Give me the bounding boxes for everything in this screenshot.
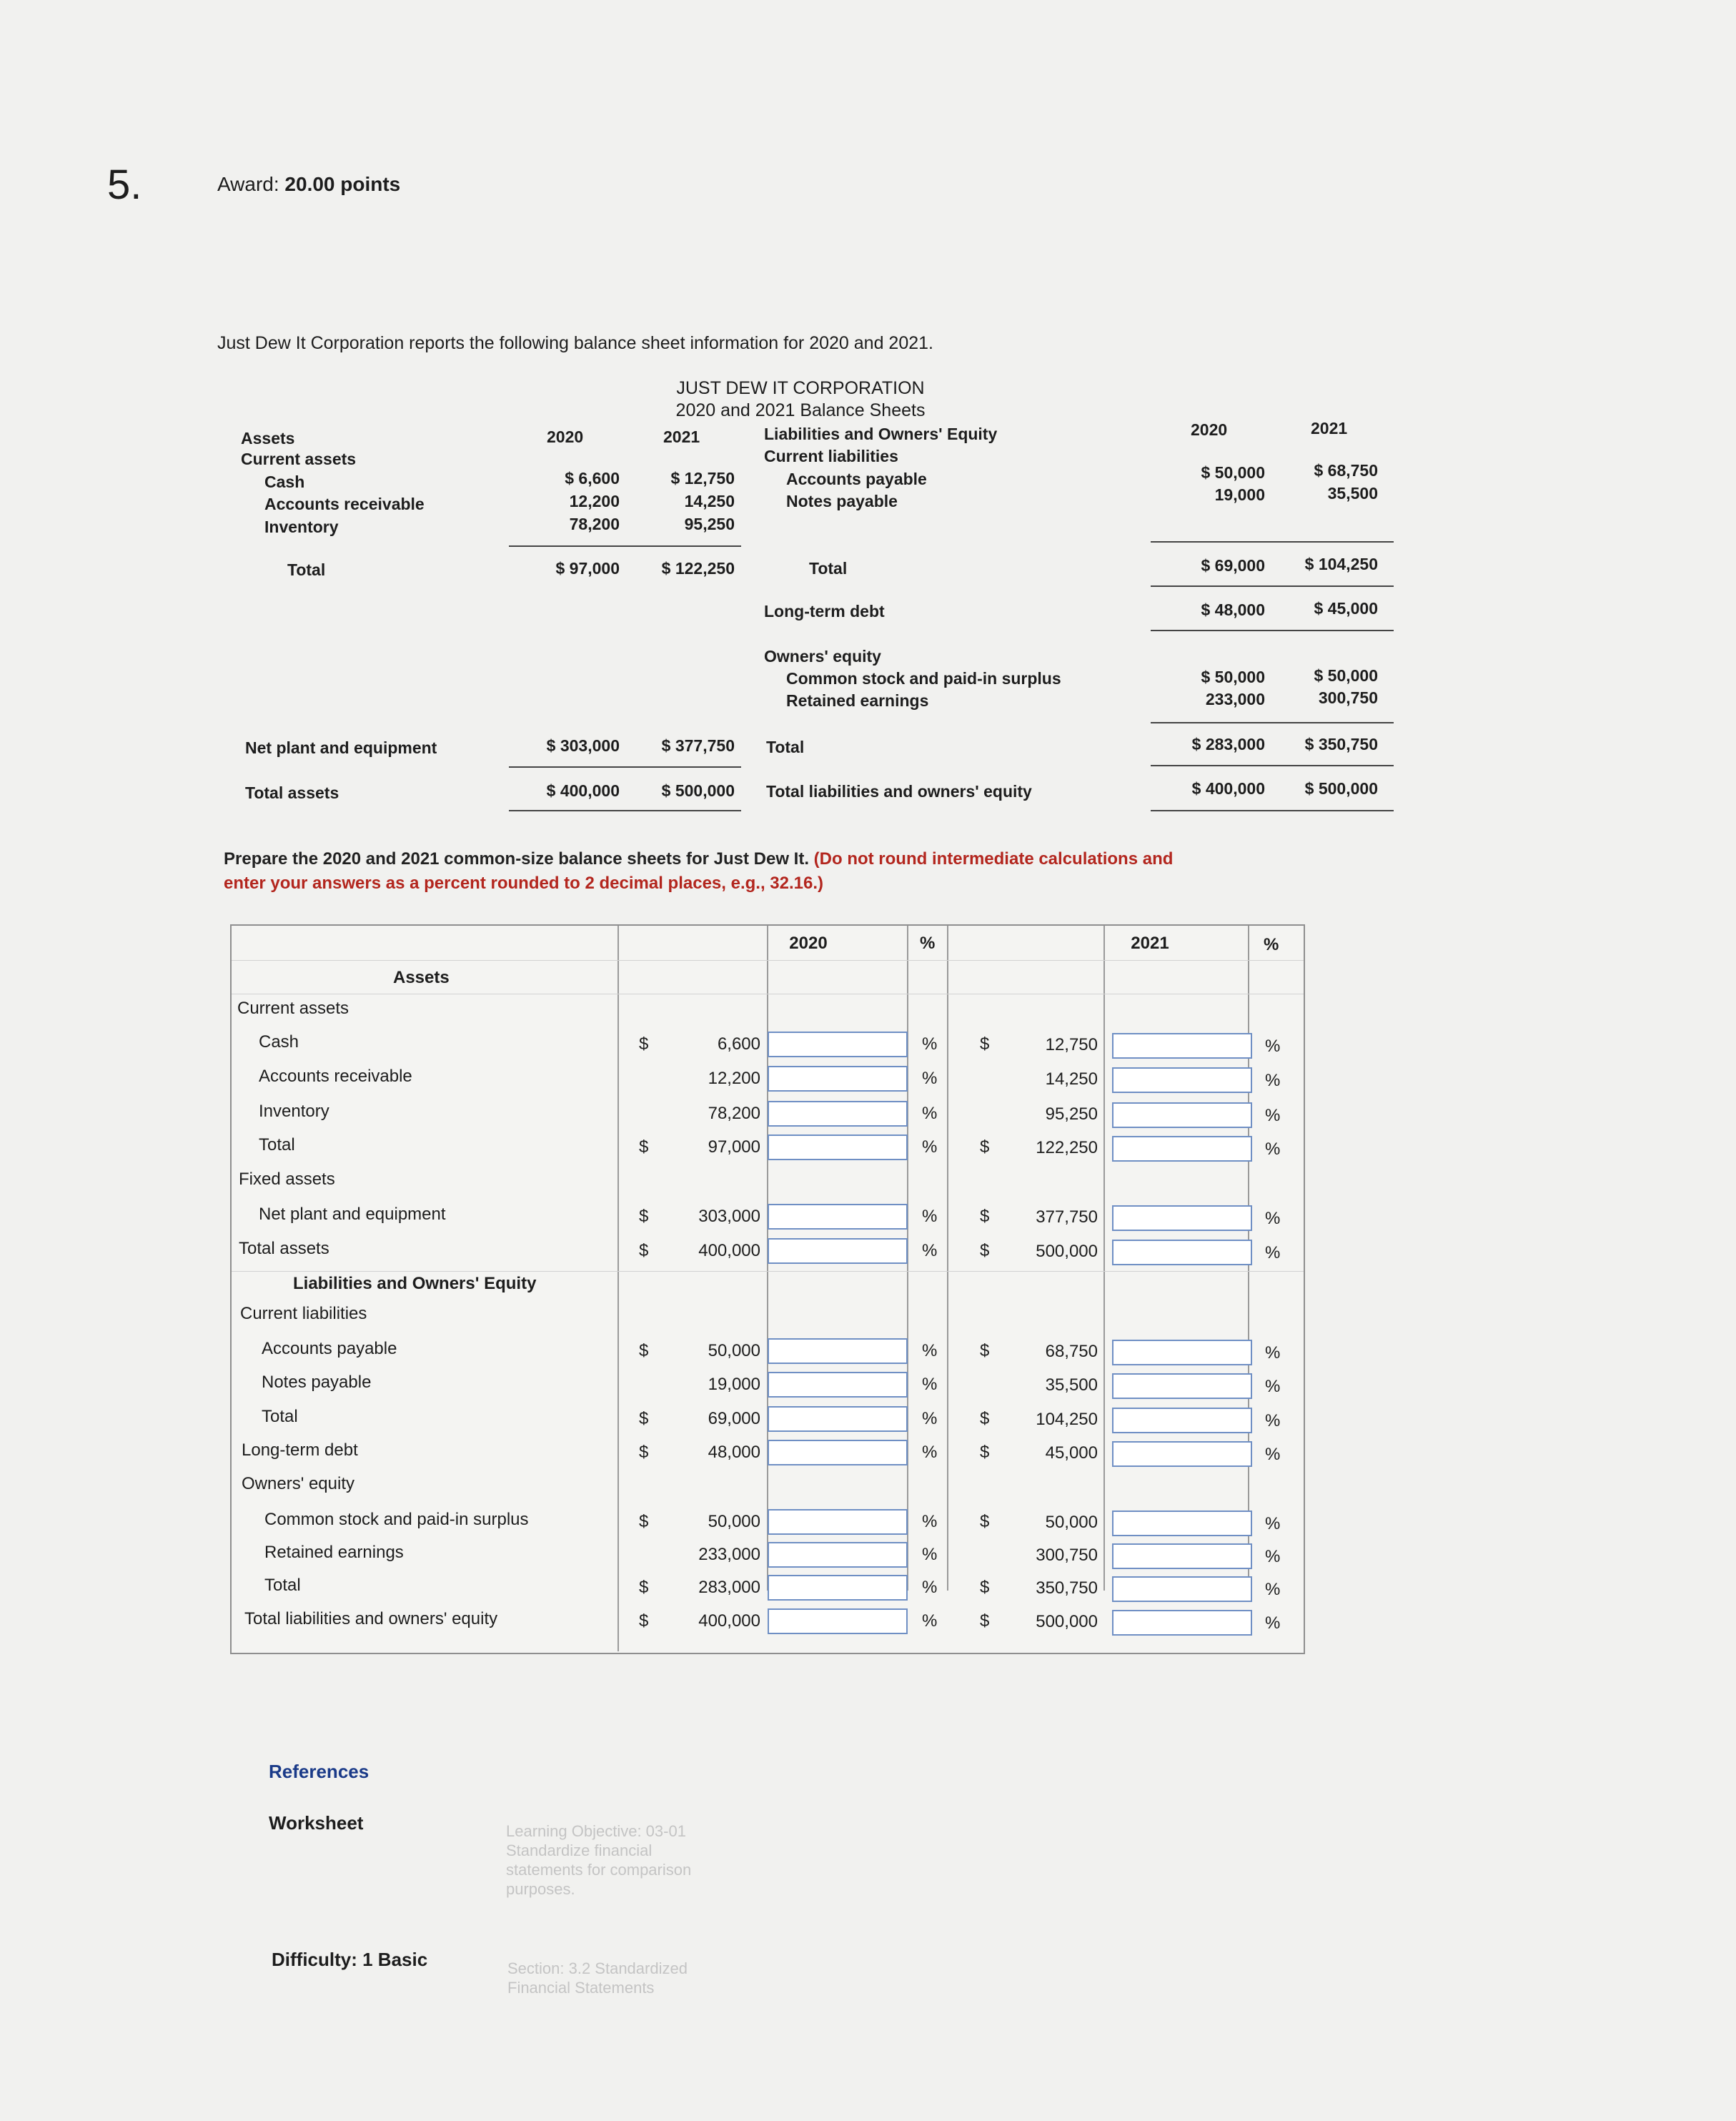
bs-inventory-2021: 95,250 — [684, 515, 735, 533]
grid-label-net-plant: Net plant and equipment — [259, 1205, 446, 1224]
grid-label-fixed-assets: Fixed assets — [239, 1170, 335, 1189]
bs-current-assets: Current assets — [241, 450, 357, 468]
grid-value-2021-total-current-liabilities: 104,250 — [1036, 1410, 1098, 1429]
bs-total-cl-2021: $ 104,250 — [1304, 555, 1378, 573]
bs-total-oe-2020: $ 283,000 — [1191, 735, 1265, 753]
bs-ltd-2021: $ 45,000 — [1314, 599, 1378, 618]
grid-dollar-2020-cash: $ — [639, 1034, 649, 1054]
grid-dollar-2020-total-current-liabilities: $ — [639, 1409, 649, 1428]
grid-pct-2020-long-term-debt: % — [922, 1443, 938, 1462]
grid-value-2021-total-owners-equity: 350,750 — [1036, 1578, 1098, 1598]
grid-header-2020: 2020 — [789, 934, 828, 953]
learning-objective: Learning Objective: 03-01 Standardize financial statements for comparison purposes. — [506, 1822, 692, 1898]
grid-label-accounts-payable: Accounts payable — [262, 1339, 397, 1358]
grid-value-2020-long-term-debt: 48,000 — [708, 1443, 760, 1462]
bs-cash-2020: $ 6,600 — [565, 469, 620, 488]
grid-label-current-liabilities: Current liabilities — [240, 1304, 367, 1323]
grid-pct-2021-total-owners-equity: % — [1265, 1580, 1281, 1599]
bs-total-le-label: Total liabilities and owners' equity — [766, 782, 1032, 801]
grid-pct-2020-retained-earnings: % — [922, 1545, 938, 1564]
intro-text: Just Dew It Corporation reports the following balance sheet information for 2020 and 2021. — [217, 333, 933, 353]
grid-value-2020-total-current-assets: 97,000 — [708, 1137, 760, 1157]
answer-input-2021-total-owners-equity[interactable] — [1112, 1576, 1252, 1602]
bs-ar-2021: 14,250 — [684, 492, 735, 510]
grid-column-line — [617, 926, 619, 1651]
grid-pct-2020-total-liabilities-equity: % — [922, 1611, 938, 1631]
bs-year-2021-right: 2021 — [1311, 419, 1348, 437]
grid-value-2020-inventory: 78,200 — [708, 1104, 760, 1123]
bs-cs-2021: $ 50,000 — [1314, 666, 1378, 685]
grid-row-line — [232, 960, 1304, 961]
grid-value-2021-retained-earnings: 300,750 — [1036, 1546, 1098, 1565]
grid-value-2020-cash: 6,600 — [717, 1034, 760, 1054]
bs-np-2020: 19,000 — [1214, 485, 1265, 504]
bs-total-oe-2021: $ 350,750 — [1304, 735, 1378, 753]
question-number: 5. — [107, 162, 142, 208]
grid-value-2021-net-plant: 377,750 — [1036, 1207, 1098, 1227]
grid-pct-2020-total-owners-equity: % — [922, 1578, 938, 1597]
grid-value-2020-notes-payable: 19,000 — [708, 1375, 760, 1394]
bs-re-2021: 300,750 — [1318, 688, 1378, 707]
grid-dollar-2020-total-assets: $ — [639, 1241, 649, 1260]
grid-dollar-2021-total-assets: $ — [980, 1241, 990, 1260]
grid-liab-header: Liabilities and Owners' Equity — [293, 1274, 537, 1293]
grid-value-2020-accounts-payable: 50,000 — [708, 1341, 760, 1360]
grid-pct-2021-cash: % — [1265, 1037, 1281, 1056]
grid-pct-2020-accounts-receivable: % — [922, 1069, 938, 1088]
grid-pct-2021-notes-payable: % — [1265, 1377, 1281, 1396]
grid-pct-2020-total-current-liabilities: % — [922, 1409, 938, 1428]
bs-np-label: Notes payable — [786, 492, 898, 510]
bs-cs-label: Common stock and paid-in surplus — [786, 669, 1061, 688]
grid-pct-2021-long-term-debt: % — [1265, 1445, 1281, 1464]
bs-total-assets-2020: $ 400,000 — [546, 781, 620, 800]
grid-row-line — [232, 1271, 1304, 1272]
bs-total-le-2021: $ 500,000 — [1304, 779, 1378, 798]
bs-total-cl-2020: $ 69,000 — [1201, 556, 1265, 575]
bs-ltd-label: Long-term debt — [764, 602, 885, 621]
bs-total-assets-2021: $ 500,000 — [661, 781, 735, 800]
bs-np-2021: 35,500 — [1327, 484, 1378, 503]
answer-input-2020-notes-payable[interactable] — [768, 1372, 908, 1398]
answer-input-2020-net-plant[interactable] — [768, 1204, 908, 1230]
answer-input-2020-common-stock[interactable] — [768, 1509, 908, 1535]
answer-input-2020-total-owners-equity[interactable] — [768, 1575, 908, 1601]
grid-pct-2020-cash: % — [922, 1034, 938, 1054]
bs-ltd-2020: $ 48,000 — [1201, 600, 1265, 619]
bs-rule — [1151, 765, 1394, 766]
bs-current-liabilities: Current liabilities — [764, 447, 898, 465]
grid-dollar-2020-total-liabilities-equity: $ — [639, 1611, 649, 1631]
grid-dollar-2021-net-plant: $ — [980, 1207, 990, 1226]
bs-liab-header: Liabilities and Owners' Equity — [764, 425, 998, 443]
grid-dollar-2020-accounts-payable: $ — [639, 1341, 649, 1360]
grid-value-2020-total-liabilities-equity: 400,000 — [698, 1611, 760, 1631]
grid-dollar-2021-total-owners-equity: $ — [980, 1578, 990, 1597]
grid-pct-2021-inventory: % — [1265, 1106, 1281, 1125]
grid-label-current-assets: Current assets — [237, 999, 349, 1018]
grid-value-2021-accounts-receivable: 14,250 — [1045, 1069, 1098, 1089]
grid-pct-2020-total-assets: % — [922, 1241, 938, 1260]
grid-pct-2021-accounts-receivable: % — [1265, 1071, 1281, 1090]
grid-label-inventory: Inventory — [259, 1102, 329, 1121]
grid-pct-2020-accounts-payable: % — [922, 1341, 938, 1360]
grid-pct-2021-total-liabilities-equity: % — [1265, 1613, 1281, 1633]
grid-value-2020-total-assets: 400,000 — [698, 1241, 760, 1260]
answer-input-2021-accounts-payable[interactable] — [1112, 1340, 1252, 1365]
grid-value-2020-common-stock: 50,000 — [708, 1512, 760, 1531]
grid-value-2020-retained-earnings: 233,000 — [698, 1545, 760, 1564]
grid-value-2020-net-plant: 303,000 — [698, 1207, 760, 1226]
answer-input-2020-inventory[interactable] — [768, 1101, 908, 1127]
grid-value-2021-total-liabilities-equity: 500,000 — [1036, 1612, 1098, 1631]
grid-pct-2021-total-current-liabilities: % — [1265, 1411, 1281, 1430]
grid-dollar-2021-accounts-payable: $ — [980, 1341, 990, 1360]
bs-inventory-label: Inventory — [264, 518, 339, 536]
answer-input-2021-inventory[interactable] — [1112, 1102, 1252, 1128]
bs-total-ca-2021: $ 122,250 — [661, 559, 735, 578]
grid-value-2021-total-current-assets: 122,250 — [1036, 1138, 1098, 1157]
bs-ap-2020: $ 50,000 — [1201, 463, 1265, 482]
grid-dollar-2020-total-owners-equity: $ — [639, 1578, 649, 1597]
grid-label-cash: Cash — [259, 1032, 299, 1052]
bs-title-subtitle: 2020 and 2021 Balance Sheets — [675, 400, 926, 420]
grid-label-long-term-debt: Long-term debt — [242, 1440, 358, 1460]
grid-pct-2021-total-assets: % — [1265, 1243, 1281, 1262]
answer-input-2021-long-term-debt[interactable] — [1112, 1441, 1252, 1467]
grid-pct-2020-total-current-assets: % — [922, 1137, 938, 1157]
answer-input-2020-total-current-liabilities[interactable] — [768, 1406, 908, 1432]
bs-ar-label: Accounts receivable — [264, 495, 425, 513]
answer-input-2021-common-stock[interactable] — [1112, 1511, 1252, 1536]
bs-cash-2021: $ 12,750 — [670, 469, 735, 488]
grid-pct-2020-notes-payable: % — [922, 1375, 938, 1394]
bs-total-assets-label: Total assets — [245, 783, 339, 802]
references-title[interactable]: References — [269, 1761, 369, 1782]
instructions-red: (Do not round intermediate calculations and enter your answers as a percent rounded to 2 decimal places, e.g., 32.16.) — [224, 849, 1174, 893]
grid-value-2021-common-stock: 50,000 — [1045, 1513, 1098, 1532]
grid-value-2020-total-owners-equity: 283,000 — [698, 1578, 760, 1597]
grid-dollar-2020-net-plant: $ — [639, 1207, 649, 1226]
bs-rule — [509, 810, 741, 811]
bs-cash-label: Cash — [264, 473, 305, 491]
answer-input-2021-total-assets[interactable] — [1112, 1240, 1252, 1265]
bs-rule — [1151, 722, 1394, 723]
answer-input-2021-total-current-assets[interactable] — [1112, 1136, 1252, 1162]
answer-input-2021-net-plant[interactable] — [1112, 1205, 1252, 1231]
grid-pct-2021-total-current-assets: % — [1265, 1139, 1281, 1159]
grid-assets-header: Assets — [393, 968, 450, 987]
grid-value-2021-accounts-payable: 68,750 — [1045, 1342, 1098, 1361]
bs-total-ca-label: Total — [287, 560, 326, 579]
answer-input-2020-total-current-assets[interactable] — [768, 1134, 908, 1160]
grid-dollar-2021-common-stock: $ — [980, 1512, 990, 1531]
answer-input-2021-total-current-liabilities[interactable] — [1112, 1408, 1252, 1433]
bs-rule — [1151, 630, 1394, 631]
grid-pct-2021-net-plant: % — [1265, 1209, 1281, 1228]
bs-total-ca-2020: $ 97,000 — [555, 559, 620, 578]
bs-cs-2020: $ 50,000 — [1201, 668, 1265, 686]
answer-input-2020-long-term-debt[interactable] — [768, 1440, 908, 1465]
bs-owners-equity: Owners' equity — [764, 647, 881, 666]
bs-rule — [1151, 585, 1394, 587]
bs-net-plant-2021: $ 377,750 — [661, 736, 735, 755]
bs-total-oe-label: Total — [766, 738, 805, 756]
bs-title-company: JUST DEW IT CORPORATION — [676, 378, 925, 398]
bs-assets-header: Assets — [241, 429, 295, 448]
grid-label-total-assets: Total assets — [239, 1239, 329, 1258]
grid-pct-2020-common-stock: % — [922, 1512, 938, 1531]
grid-label-total-current-liabilities: Total — [262, 1407, 298, 1426]
grid-dollar-2020-total-current-assets: $ — [639, 1137, 649, 1157]
bs-rule — [1151, 810, 1394, 811]
bs-rule — [1151, 541, 1394, 543]
answer-input-2021-notes-payable[interactable] — [1112, 1373, 1252, 1399]
grid-value-2021-inventory: 95,250 — [1045, 1104, 1098, 1124]
grid-label-total-liabilities-equity: Total liabilities and owners' equity — [244, 1609, 498, 1628]
grid-label-total-current-assets: Total — [259, 1135, 295, 1155]
bs-inventory-2020: 78,200 — [569, 515, 620, 533]
answer-input-2020-retained-earnings[interactable] — [768, 1542, 908, 1568]
answer-input-2020-accounts-receivable[interactable] — [768, 1066, 908, 1092]
grid-dollar-2021-total-current-liabilities: $ — [980, 1409, 990, 1428]
grid-value-2021-notes-payable: 35,500 — [1045, 1375, 1098, 1395]
grid-dollar-2021-long-term-debt: $ — [980, 1443, 990, 1462]
bs-year-2021-left: 2021 — [663, 427, 700, 446]
award-points: Award: 20.00 points — [217, 173, 401, 195]
given-balance-sheet — [0, 0, 1736, 822]
grid-dollar-2021-cash: $ — [980, 1034, 990, 1054]
worksheet-label: Worksheet — [269, 1812, 364, 1834]
grid-column-line — [1103, 926, 1105, 1591]
grid-label-total-owners-equity: Total — [264, 1576, 301, 1595]
grid-value-2020-total-current-liabilities: 69,000 — [708, 1409, 760, 1428]
grid-label-common-stock: Common stock and paid-in surplus — [264, 1510, 529, 1529]
grid-label-accounts-receivable: Accounts receivable — [259, 1067, 412, 1086]
bs-ap-2021: $ 68,750 — [1314, 461, 1378, 480]
answer-input-2020-total-liabilities-equity[interactable] — [768, 1608, 908, 1634]
grid-pct-2020-inventory: % — [922, 1104, 938, 1123]
instructions: Prepare the 2020 and 2021 common-size balance sheets for Just Dew It. (Do not round intermediate calculations and enter your answers as a percent rounded to 2 decimal places, e.g., 32.16.) — [224, 849, 1174, 893]
bs-net-plant-label: Net plant and equipment — [245, 738, 437, 757]
grid-pct-2021-retained-earnings: % — [1265, 1547, 1281, 1566]
grid-dollar-2020-long-term-debt: $ — [639, 1443, 649, 1462]
grid-header-2021-pct: % — [1264, 935, 1279, 954]
answer-input-2020-accounts-payable[interactable] — [768, 1338, 908, 1364]
bs-rule — [509, 545, 741, 547]
answer-input-2020-total-assets[interactable] — [768, 1238, 908, 1264]
grid-header-2020-pct: % — [920, 934, 936, 953]
grid-dollar-2021-total-current-assets: $ — [980, 1137, 990, 1157]
bs-re-label: Retained earnings — [786, 691, 929, 710]
bs-year-2020-left: 2020 — [547, 427, 584, 446]
bs-re-2020: 233,000 — [1205, 690, 1265, 708]
grid-pct-2020-net-plant: % — [922, 1207, 938, 1226]
grid-header-2021: 2021 — [1131, 934, 1169, 953]
grid-label-notes-payable: Notes payable — [262, 1373, 372, 1392]
bs-rule — [509, 766, 741, 768]
grid-column-line — [947, 926, 948, 1591]
bs-year-2020-right: 2020 — [1191, 420, 1228, 439]
grid-label-retained-earnings: Retained earnings — [264, 1543, 404, 1562]
grid-value-2020-accounts-receivable: 12,200 — [708, 1069, 760, 1088]
common-size-grid — [230, 924, 1305, 1654]
grid-value-2021-total-assets: 500,000 — [1036, 1242, 1098, 1261]
answer-input-2021-cash[interactable] — [1112, 1033, 1252, 1059]
grid-dollar-2021-total-liabilities-equity: $ — [980, 1611, 990, 1631]
answer-input-2020-cash[interactable] — [768, 1032, 908, 1057]
grid-value-2021-cash: 12,750 — [1045, 1035, 1098, 1054]
answer-input-2021-total-liabilities-equity[interactable] — [1112, 1610, 1252, 1636]
bs-total-cl-label: Total — [809, 559, 848, 578]
answer-input-2021-retained-earnings[interactable] — [1112, 1543, 1252, 1569]
difficulty-label: Difficulty: 1 Basic — [272, 1949, 428, 1970]
answer-input-2021-accounts-receivable[interactable] — [1112, 1067, 1252, 1093]
bs-ap-label: Accounts payable — [786, 470, 927, 488]
grid-dollar-2020-common-stock: $ — [639, 1512, 649, 1531]
bs-net-plant-2020: $ 303,000 — [546, 736, 620, 755]
section-reference: Section: 3.2 Standardized Financial Statements — [507, 1959, 688, 1997]
bs-ar-2020: 12,200 — [569, 492, 620, 510]
grid-label-owners-equity: Owners' equity — [242, 1474, 354, 1493]
bs-total-le-2020: $ 400,000 — [1191, 779, 1265, 798]
grid-pct-2021-accounts-payable: % — [1265, 1343, 1281, 1363]
grid-pct-2021-common-stock: % — [1265, 1514, 1281, 1533]
grid-value-2021-long-term-debt: 45,000 — [1045, 1443, 1098, 1463]
